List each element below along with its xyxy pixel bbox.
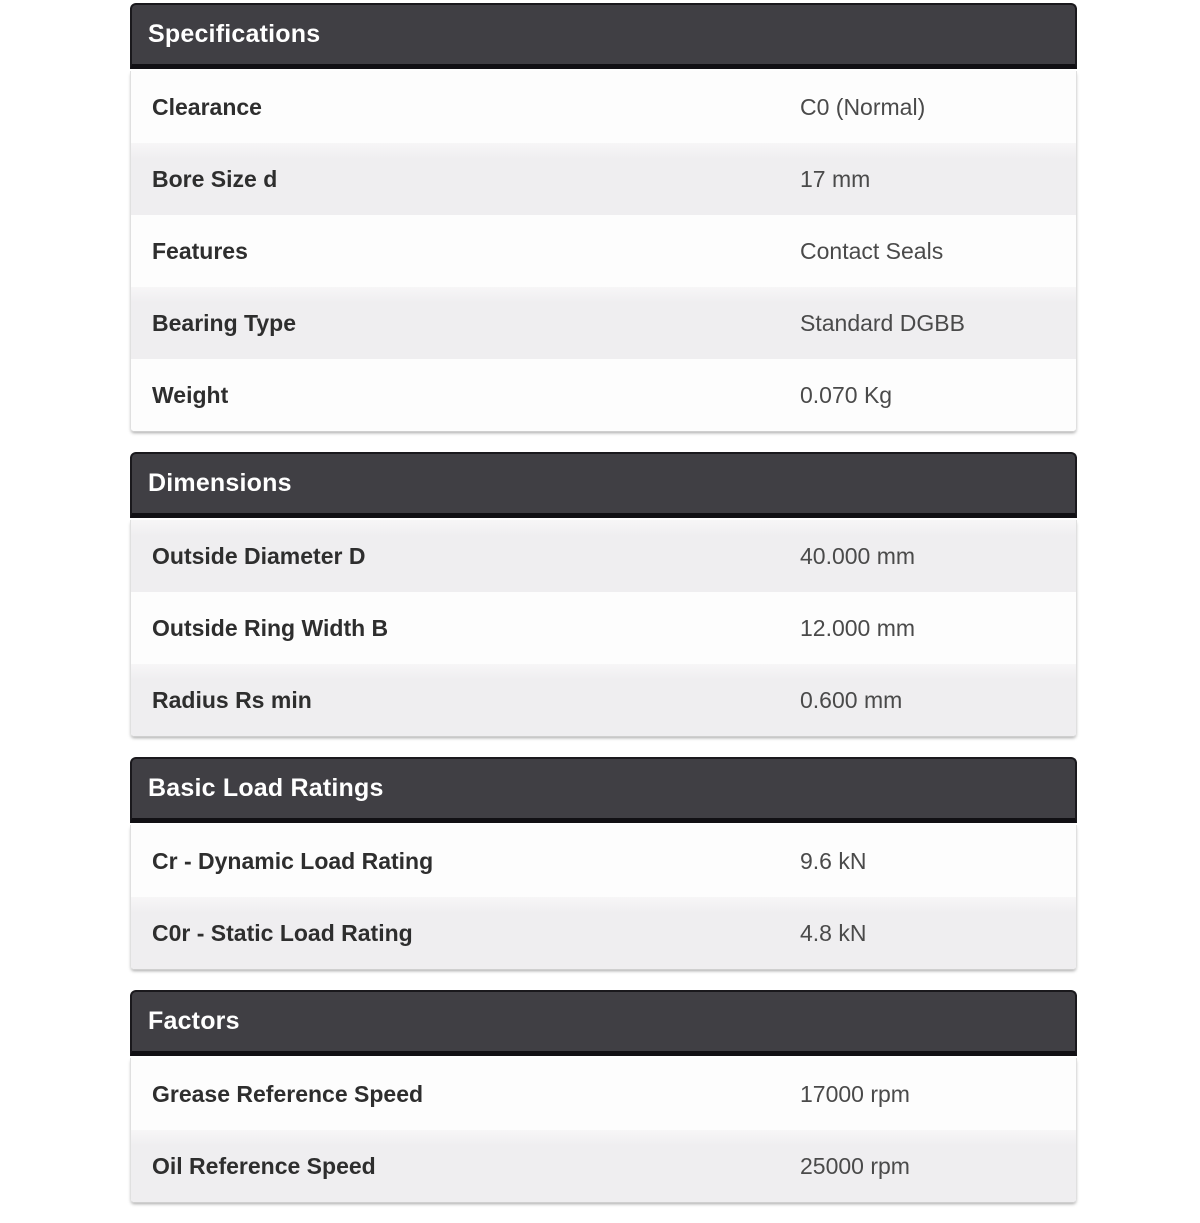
spec-row-value: 0.600 mm [800,686,903,713]
section-header-dimensions [130,452,1077,518]
spec-row [131,287,1076,359]
spec-row-value: 4.8 kN [800,919,867,946]
spec-row [131,71,1076,143]
section-body [130,71,1077,432]
spec-row [131,215,1076,287]
section-basic-load-ratings [130,757,1077,970]
spec-row-value: 9.6 kN [800,847,867,874]
section-title: Dimensions [148,469,292,497]
spec-row-value: C0 (Normal) [800,93,926,120]
spec-row-label: Cr - Dynamic Load Rating [152,847,434,874]
section-body [130,825,1077,970]
spec-row [131,825,1076,897]
spec-row-value: Standard DGBB [800,309,965,336]
spec-row-value: Contact Seals [800,237,944,264]
spec-row-label: Oil Reference Speed [152,1152,376,1179]
section-body [130,1058,1077,1203]
spec-row-label: Grease Reference Speed [152,1080,424,1107]
section-header-specifications [130,3,1077,69]
section-factors [130,990,1077,1203]
spec-row-label: C0r - Static Load Rating [152,919,413,946]
spec-row-label: Bore Size d [152,165,278,192]
spec-row-label: Radius Rs min [152,686,312,713]
spec-row-label: Outside Ring Width B [152,614,389,641]
section-header-factors [130,990,1077,1056]
spec-row [131,1130,1076,1202]
spec-row [131,897,1076,969]
spec-row-label: Outside Diameter D [152,542,366,569]
spec-row-label: Features [152,237,248,264]
section-header-basic-load-ratings [130,757,1077,823]
spec-row-value: 12.000 mm [800,614,916,641]
spec-row [131,1058,1076,1130]
spec-row [131,520,1076,592]
spec-row [131,592,1076,664]
spec-row-value: 40.000 mm [800,542,916,569]
spec-row-label: Weight [152,381,229,408]
spec-row-value: 17 mm [800,165,871,192]
spec-row-label: Bearing Type [152,309,296,336]
spec-row-value: 0.070 Kg [800,381,893,408]
section-title: Factors [148,1007,240,1035]
section-title: Basic Load Ratings [148,774,384,802]
spec-row [131,664,1076,736]
spec-row-value: 25000 rpm [800,1152,910,1179]
spec-row [131,143,1076,215]
section-title: Specifications [148,20,321,48]
section-specifications [130,3,1077,432]
specifications-table [130,3,1077,1223]
section-dimensions [130,452,1077,737]
spec-row-label: Clearance [152,93,262,120]
spec-row [131,359,1076,431]
section-body [130,520,1077,737]
spec-row-value: 17000 rpm [800,1080,910,1107]
